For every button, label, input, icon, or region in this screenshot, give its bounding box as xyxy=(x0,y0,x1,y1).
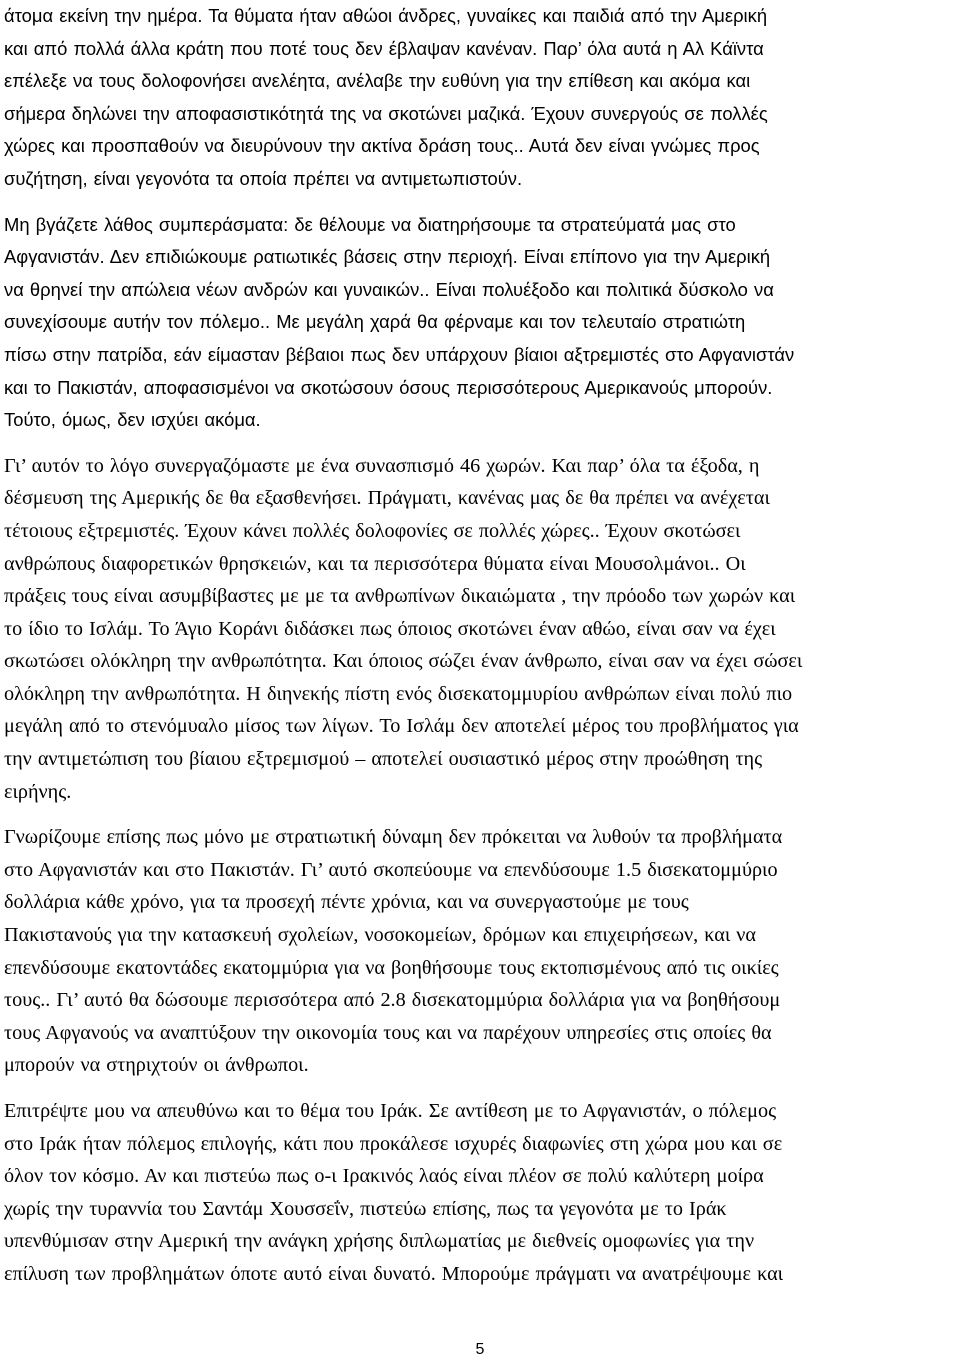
text-line: σκωτώσει ολόκληρη την ανθρωπότητα. Και όποιος σώζει έναν άνθρωπο, είναι σαν να έχει σώσει xyxy=(4,650,803,673)
text-line: και το Πακιστάν, αποφασισμένοι να σκοτώσουν όσους περισσότερους Αμερικανούς μπορούν. xyxy=(4,376,773,398)
text-line: επίλυση των προβλημάτων όποτε αυτό είναι δυνατό. Μπορούμε πράγματι να ανατρέψουμε και xyxy=(4,1262,784,1285)
text-line: ειρήνης. xyxy=(4,780,72,803)
paragraph xyxy=(4,0,950,196)
paragraph xyxy=(4,209,950,437)
text-line: δολλάρια κάθε χρόνο, για τα προσεχή πέντε χρόνια, και να συνεργαστούμε με τους xyxy=(4,891,689,914)
paragraph xyxy=(4,821,950,1082)
text-line: Πακιστανούς για την κατασκευή σχολείων, νοσοκομείων, δρόμων και επιχειρήσεων, και να xyxy=(4,924,756,947)
text-line: χωρίς την τυραννία του Σαντάμ Χουσσεΐν, πιστεύω επίσης, πως τα γεγονότα με το Ιράκ xyxy=(4,1197,727,1220)
body-text xyxy=(4,0,950,1291)
text-line: ολόκληρη την ανθρωπότητα. Η διηνεκής πίστη ενός δισεκατομμυρίου ανθρώπων είναι πολύ πιο xyxy=(4,682,793,705)
text-line: συζήτηση, είναι γεγονότα τα οποία πρέπει να αντιμετωπιστούν. xyxy=(4,167,523,189)
text-line: επέλεξε να τους δολοφονήσει ανελέητα, ανέλαβε την ευθύνη για την επίθεση και ακόμα και xyxy=(4,70,751,92)
paragraph-gap xyxy=(4,437,950,450)
paragraph-gap xyxy=(4,1082,950,1095)
text-line: δέσμευση της Αμερικής δε θα εξασθενήσει. Πράγματι, κανένας μας δε θα πρέπει να ανέχεται xyxy=(4,487,770,510)
text-line: πράξεις τους είναι ασυμβίβαστες με με τα ανθρωπίνων δικαιώματα , την πρόοδο των χωρών και xyxy=(4,585,796,608)
text-line: Μη βγάζετε λάθος συμπεράσματα: δε θέλουμε να διατηρήσουμε τα στρατεύματά μας στο xyxy=(4,213,736,235)
text-line: Αφγανιστάν. Δεν επιδιώκουμε ρατιωτικές βάσεις στην περιοχή. Είναι επίπονο για την Αμερική xyxy=(4,246,771,268)
paragraph-gap xyxy=(4,808,950,821)
paragraph xyxy=(4,1095,950,1291)
text-line: Τούτο, όμως, δεν ισχύει ακόμα. xyxy=(4,409,261,431)
text-line: μπορούν να στηριχτούν οι άνθρωποι. xyxy=(4,1054,309,1077)
text-line: χώρες και προσπαθούν να διευρύνουν την ακτίνα δράση τους.. Αυτά δεν είναι γνώμες προς xyxy=(4,135,760,157)
text-line: τους.. Γι’ αυτό θα δώσουμε περισσότερα από 2.8 δισεκατομμύρια δολλάρια για να βοηθήσουμ xyxy=(4,989,781,1012)
text-line: τους Αφγανούς να αναπτύξουν την οικονομία τους και να παρέχουν υπηρεσίες στις οποίες θα xyxy=(4,1021,772,1044)
text-line: την αντιμετώπιση του βίαιου εξτρεμισμού – αποτελεί ουσιαστικό μέρος στην προώθηση της xyxy=(4,748,763,771)
text-line: να θρηνεί την απώλεια νέων ανδρών και γυναικών.. Είναι πολυέξοδο και πολιτικά δύσκολο να xyxy=(4,278,774,300)
text-line: πίσω στην πατρίδα, εάν είμασταν βέβαιοι πως δεν υπάρχουν βίαιοι αξτρεμιστές στο Αφγανιστάν xyxy=(4,343,795,365)
page-number: 5 xyxy=(475,1341,485,1358)
text-line: ανθρώπους διαφορετικών θρησκειών, και τα περισσότερα θύματα είναι Μουσολμάνοι.. Οι xyxy=(4,552,746,575)
text-line: Γι’ αυτόν το λόγο συνεργαζόμαστε με ένα συνασπισμό 46 χωρών. Και παρ’ όλα τα έξοδα, η xyxy=(4,454,760,477)
text-line: στο Ιράκ ήταν πόλεμος επιλογής, κάτι που προκάλεσε ισχυρές διαφωνίες στη χώρα μου και σε xyxy=(4,1132,783,1155)
text-line: επενδύσουμε εκατοντάδες εκατομμύρια για να βοηθήσουμε τους εκτοπισμένους από τις οικίες xyxy=(4,956,779,979)
paragraph-gap xyxy=(4,196,950,209)
text-line: άτομα εκείνη την ημέρα. Τα θύματα ήταν αθώοι άνδρες, γυναίκες και παιδιά από την Αμερική xyxy=(4,5,768,26)
text-line: υπενθύμισαν στην Αμερική την ανάγκη χρήσης διπλωματίας με διεθνείς ομοφωνίες για την xyxy=(4,1230,755,1253)
text-line: τέτοιους εξτρεμιστές. Έχουν κάνει πολλές δολοφονίες σε πολλές χώρες.. Έχουν σκοτώσει xyxy=(4,519,741,542)
text-line: όλον τον κόσμο. Αν και πιστεύω πως ο-ι Ιρακινός λαός είναι πλέον σε πολύ καλύτερη μοίρα xyxy=(4,1165,764,1188)
text-line: και από πολλά άλλα κράτη που ποτέ τους δεν έβλαψαν κανέναν. Παρ’ όλα αυτά η Αλ Κάϊντα xyxy=(4,37,764,59)
text-line: Γνωρίζουμε επίσης πως μόνο με στρατιωτική δύναμη δεν πρόκειται να λυθούν τα προβλήματα xyxy=(4,826,783,849)
text-line: συνεχίσουμε αυτήν τον πόλεμο.. Με μεγάλη χαρά θα φέρναμε και τον τελευταίο στρατιώτη xyxy=(4,311,746,333)
text-line: σήμερα δηλώνει την αποφασιστικότητά της να σκοτώνει μαζικά. Έχουν συνεργούς σε πολλές xyxy=(4,102,768,124)
text-line: μεγάλη από το στενόμυαλο μίσος των λίγων. Το Ισλάμ δεν αποτελεί μέρος του προβλήματος για xyxy=(4,715,799,738)
text-line: στο Αφγανιστάν και στο Πακιστάν. Γι’ αυτό σκοπεύουμε να επενδύσουμε 1.5 δισεκατομμύριο xyxy=(4,858,778,881)
text-line: το ίδιο το Ισλάμ. Το Άγιο Κοράνι διδάσκει πως όποιος σκοτώνει έναν αθώο, είναι σαν να έχει xyxy=(4,617,776,640)
paragraph xyxy=(4,450,950,809)
text-line: Επιτρέψτε μου να απευθύνω και το θέμα του Ιράκ. Σε αντίθεση με το Αφγανιστάν, ο πόλεμος xyxy=(4,1100,777,1122)
